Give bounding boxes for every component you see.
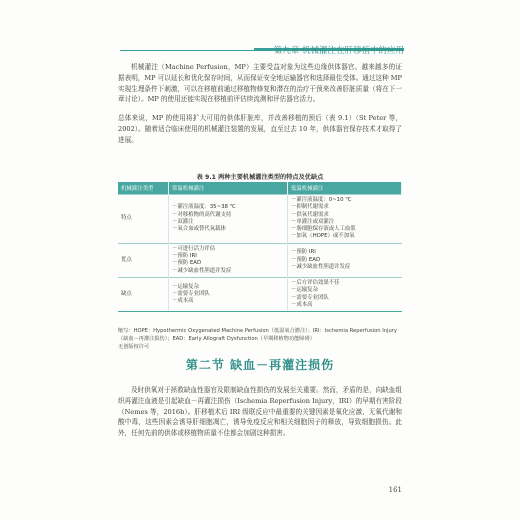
normothermic-cell <box>169 277 288 311</box>
cell-line: －预防 EAD <box>172 260 202 267</box>
table-header-normothermic: 常温机械灌注 <box>169 182 288 195</box>
hypothermic-cell <box>288 243 402 277</box>
row-category: 优点 <box>118 243 169 277</box>
page-header <box>0 0 520 56</box>
hypothermic-cell <box>288 277 402 311</box>
cell-line: －加氧（HOPE）或不加氧 <box>291 233 355 240</box>
intro-paragraph-2: 总体来说，MP 的使用将扩大可用的供体肝脏库，并改善移植的预后（表 9.1）（St Peter 等，2002）。随着适合临床使用的机械灌注装置的发展，直至过去 10 年，供体器官保存技术才取得了进展。 <box>118 114 402 144</box>
cell-line: －灌注液温度：0~10 ℃ <box>291 197 352 203</box>
table-header-hypothermic: 低温机械灌注 <box>288 182 402 195</box>
cell-line: －预防 IRI <box>291 249 316 256</box>
cell-line: －可进行活力评估 <box>172 245 216 252</box>
cell-line: －需要专业团队 <box>172 290 210 297</box>
row-category: 特点 <box>118 195 169 244</box>
table-header-type: 机械灌注类型 <box>118 182 169 195</box>
table-row <box>118 195 402 244</box>
cell-line: －减少缺血性胆道并发症 <box>291 264 351 271</box>
normothermic-cell <box>169 195 288 244</box>
section-paragraph: 及时供氧对于拯救缺血性器官及限制缺血性损伤的发展至关重要。然而，矛盾的是，向缺血组织再灌注血液是引起缺血－再灌注损伤（Ischemia Reperfusion Injury，IRI）的早期有害阶段（Nemes 等，2016b）。肝移植术后 IRI 级联反应中最重要的关键因素是氧化应激、无氧代谢和酸中毒，这些因素会诱导肝细胞凋亡，诱导免疫反应和相关细胞因子的释放，导致细胞损伤。此外，任何先前的供体或移植物质量不佳都会加剧这种损害。 <box>118 386 402 438</box>
cell-line: －抑制代谢需求 <box>291 204 329 211</box>
normothermic-cell <box>169 243 288 277</box>
cell-line: －后方评估效果不佳 <box>291 279 340 286</box>
cell-line: －氧合血或替代氧载体 <box>172 226 226 233</box>
intro-paragraph-1: 机械灌注（Machine Perfusion，MP）主要受益对象为这些边缘供体器官。越来越多的证据表明，MP 可以延长和优化保存时间，从而保证安全地运输器官和选择最佳受体。通过这种 MP 实现生理条件下刺激，可以在移植前通过移植物修复和潜在的治疗干预来改善肝脏质量（将在下一章讨论）。MP 的使用还能实现在移植前评估续流测和评估器官活力。 <box>118 63 402 104</box>
permission-note: 无创版权许可 <box>118 343 150 350</box>
cell-line: －灌注液温度：35~38 ℃ <box>172 204 236 211</box>
table-header-row <box>118 182 402 195</box>
abbreviation-note: 缩写：HOPE：Hypothermic Oxygenated Machine Perfusion（低温氧合灌注）；IRI：Ischemia Reperfusion Injury（缺血－再灌注损伤）；EAD：Early Allograft Dysfunction（早期移植物功能障碍） <box>118 328 397 342</box>
section-title: 第二节 缺血－再灌注损伤 <box>185 358 335 372</box>
cell-line: －预防 EAD <box>291 256 321 263</box>
table-row <box>118 277 402 311</box>
cell-line: －单灌注或双灌注 <box>291 218 335 225</box>
cell-line: －减少缺血性胆道并发症 <box>172 267 232 274</box>
hypothermic-cell <box>288 195 402 244</box>
table-notes <box>118 328 402 351</box>
table-title: 表 9.1 两种主要机械灌注类型的特点及优缺点 <box>196 174 324 181</box>
cell-line: －运输复杂 <box>172 283 199 290</box>
cell-line: －供氧代谢需求 <box>291 211 329 218</box>
chapter-title: 第九章 机械灌注在肝移植中的应用 <box>273 46 404 56</box>
cell-line: －成本高 <box>172 298 194 305</box>
page-number: 161 <box>388 486 402 494</box>
perfusion-comparison-table <box>118 182 402 312</box>
cell-line: －运输复杂 <box>291 287 318 294</box>
cell-line: －双灌注 <box>172 218 194 225</box>
cell-line: －肠细胞保存液或人工血浆 <box>291 226 356 233</box>
cell-line: －预防 IRI <box>172 253 197 260</box>
row-category: 缺点 <box>118 277 169 311</box>
table-row <box>118 243 402 277</box>
cell-line: －对移植物的高代谢支持 <box>172 211 232 218</box>
cell-line: －需要专业团队 <box>291 294 329 301</box>
cell-line: －成本高 <box>291 301 313 308</box>
